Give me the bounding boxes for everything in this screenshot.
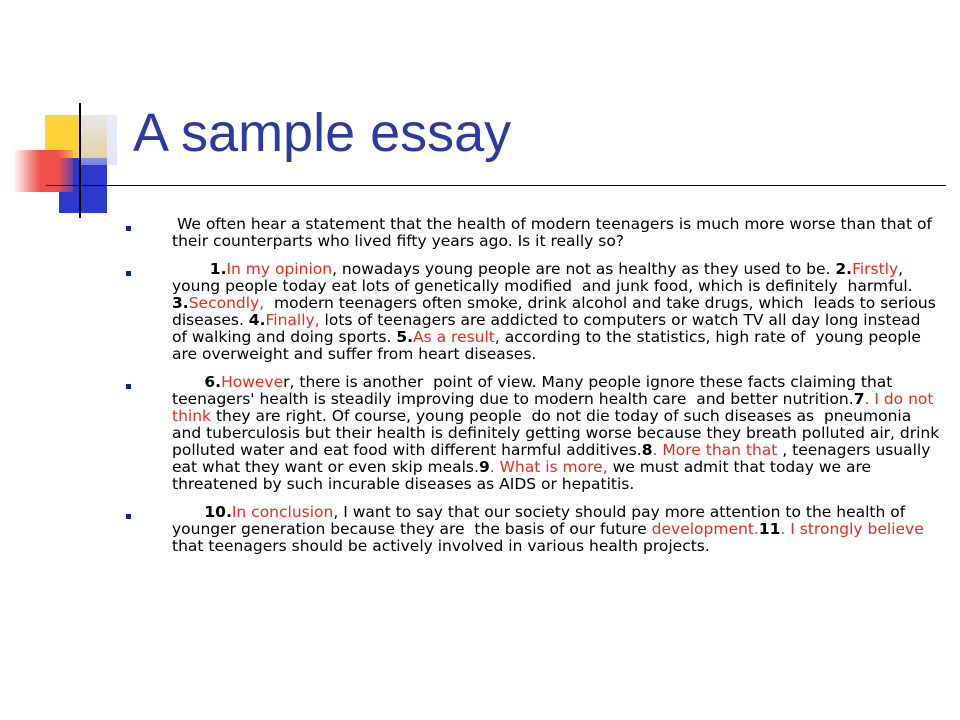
paragraph-text xyxy=(172,504,940,555)
text-segment: , according to the statistics, high rate of young people are overweight and suffer from heart diseases. xyxy=(172,328,926,363)
paragraph-text xyxy=(172,261,940,363)
essay-paragraph xyxy=(125,216,940,250)
essay-paragraph xyxy=(125,373,945,493)
text-segment: we must admit that today we are threatened by such incurable diseases as AIDS or hepatitis. xyxy=(172,458,877,493)
text-segment: that teenagers should be actively involved in various health projects. xyxy=(172,520,929,555)
highlighted-phrase: . What is more, xyxy=(489,458,608,476)
bullet-icon xyxy=(126,226,131,231)
text-segment: 10. xyxy=(172,503,232,521)
highlighted-phrase: Howeve xyxy=(221,373,284,391)
highlighted-phrase: Finally, xyxy=(265,311,320,329)
essay-paragraph xyxy=(125,504,940,555)
text-segment: they are right. Of course, young people do not die today of such diseases as pneumonia and tuberculosis but their health is definitely getting worse because they breath polluted air, drink polluted water and eat food with different harmful additives. xyxy=(172,407,945,459)
text-segment: 2. xyxy=(835,260,853,278)
highlighted-phrase: Firstly xyxy=(852,260,899,278)
decor-vertical-line xyxy=(79,103,81,218)
highlighted-phrase: development. xyxy=(651,520,759,538)
text-segment: , nowadays young people are not as healthy as they used to be. xyxy=(332,260,836,278)
text-segment: 6. xyxy=(172,373,222,391)
essay-paragraph xyxy=(125,261,940,363)
highlighted-phrase: Secondly, xyxy=(188,294,265,312)
text-segment: , teenagers usually eat what they want or even skip meals. xyxy=(172,441,936,476)
decor-translucent-square xyxy=(81,115,117,165)
text-segment: 1. xyxy=(172,260,227,278)
bullet-icon xyxy=(126,271,131,276)
text-segment: 7 xyxy=(853,390,865,408)
highlighted-phrase: . I strongly believe xyxy=(780,520,924,538)
text-segment: We often hear a statement that the health of modern teenagers is much more worse than that of their counterparts who lived fifty years ago. Is it really so? xyxy=(172,215,937,250)
highlighted-phrase: . I do not think xyxy=(172,390,944,425)
highlighted-phrase: In my opinion xyxy=(226,260,333,278)
text-segment: r, there is another point of view. Many people ignore these facts claiming that teenagers' health is steadily improving due to modern health care and better nutrition. xyxy=(172,373,898,408)
text-segment: modern teenagers often smoke, drink alcohol and take drugs, which leads to serious diseases. xyxy=(172,294,941,329)
highlighted-phrase: . More than that xyxy=(652,441,778,459)
bullet-icon xyxy=(126,514,131,519)
text-segment: 3. xyxy=(172,294,189,312)
text-segment: , I want to say that our society should pay more attention to the health of younger generation because they are the basis of our future xyxy=(172,503,911,538)
text-segment: 5. xyxy=(396,328,413,346)
text-segment: , young people today eat lots of genetically modified and junk food, which is definitely harmful. xyxy=(172,260,918,295)
text-segment: 9 xyxy=(478,458,490,476)
text-segment: 8 xyxy=(641,441,653,459)
highlighted-phrase: In conclusion xyxy=(231,503,334,521)
highlighted-phrase: As a result xyxy=(413,328,495,346)
essay-body xyxy=(125,215,945,566)
text-segment: 4. xyxy=(248,311,266,329)
bullet-icon xyxy=(126,384,131,389)
paragraph-text xyxy=(172,373,945,493)
text-segment: lots of teenagers are addicted to computers or watch TV all day long instead of walking and doing sports. xyxy=(172,311,926,346)
paragraph-text xyxy=(172,216,940,250)
text-segment: 11 xyxy=(758,520,781,538)
title-underline xyxy=(46,185,946,186)
slide-title: A sample essay xyxy=(133,103,512,163)
